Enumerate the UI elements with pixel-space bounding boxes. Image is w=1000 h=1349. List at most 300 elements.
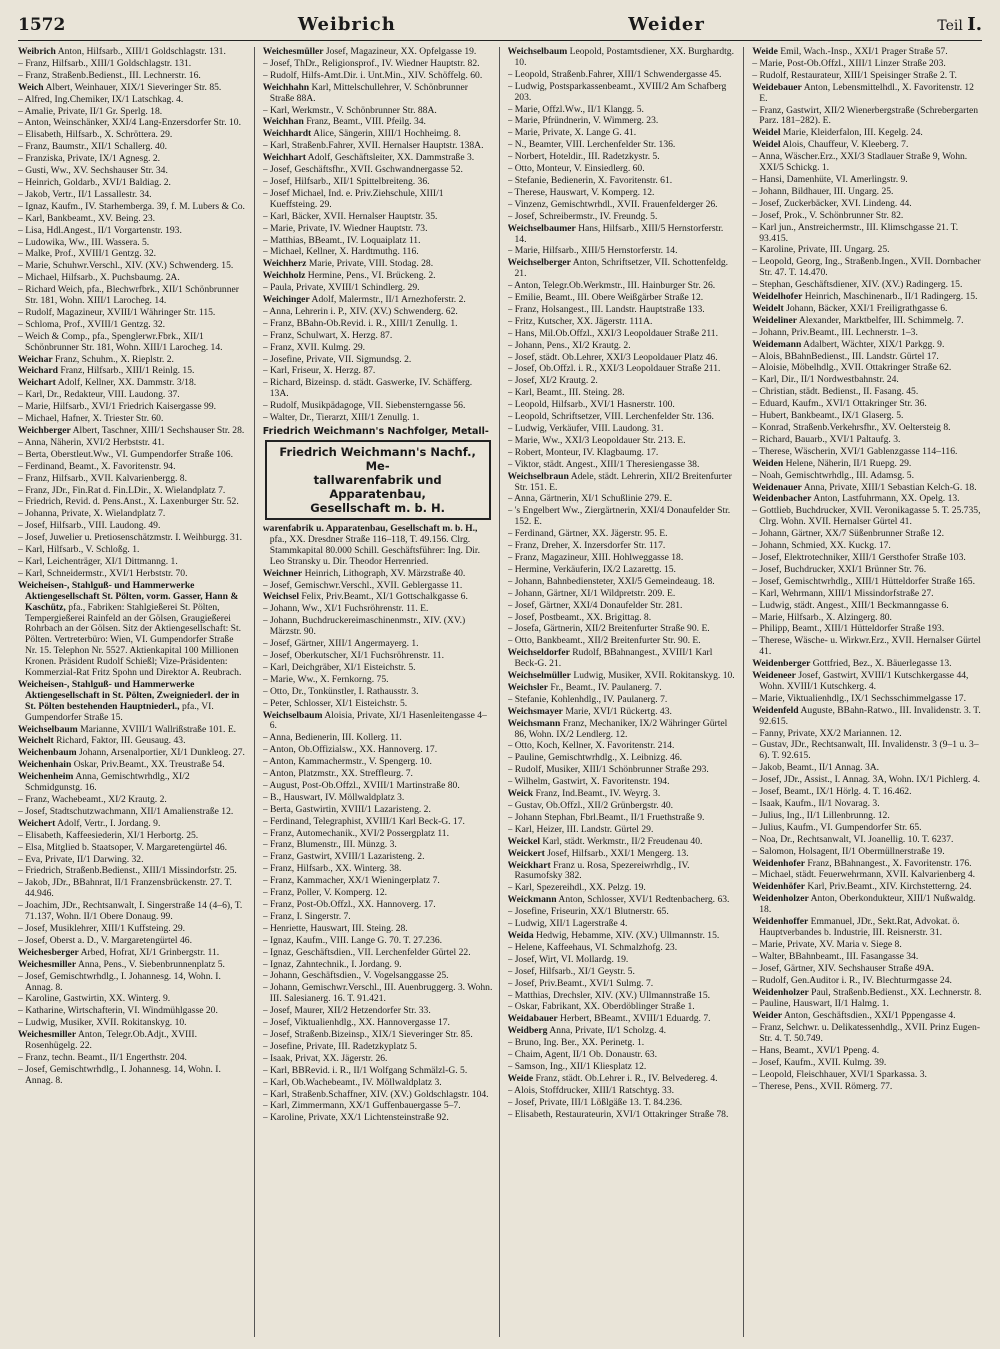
directory-entry — [508, 176, 738, 187]
directory-entry — [18, 545, 248, 556]
entry-details: Josef, Hilfsarb., XXI/1 Mengerg. 13. — [547, 847, 689, 859]
entry-details: – Elisabeth, Kaffeesiederin, XI/1 Herbortg. 25. — [18, 829, 199, 841]
directory-entry — [508, 116, 738, 127]
directory-entry — [18, 509, 248, 520]
entry-surname: Weidberg — [507, 1025, 548, 1037]
directory-entry — [752, 952, 982, 963]
directory-entry — [508, 624, 738, 635]
entry-details: – Therese, Pens., XVII. Römerg. 77. — [752, 1080, 893, 1092]
entry-details: pfa., VI. Gumpendorfer Straße 15. — [25, 700, 214, 723]
entry-details: – Matthias, BBeamt., IV. Loquaiplatz 11. — [262, 234, 421, 246]
entry-details: – Noah, Gemischtwrhdlg., III. Adamsg. 5. — [752, 469, 914, 481]
entry-surname: Weichselbaumer — [507, 222, 576, 234]
directory-entry — [18, 320, 248, 331]
entry-surname: Weidenauer — [752, 481, 802, 493]
entry-details: – Walter, Dr., Tierarzt, XIII/1 Zenullg. 1. — [262, 412, 420, 424]
entry-details: – Pauline, Hauswart, II/1 Halmg. 1. — [752, 998, 889, 1010]
directory-entry — [752, 565, 982, 576]
entry-surname: Weichesmüller — [262, 47, 324, 57]
entry-surname: Weickel — [507, 835, 541, 847]
entry-details: – Friedrich, Revid. d. Pens.Anst., X. Laxenburger Str. 52. — [18, 496, 239, 508]
directory-entry — [18, 355, 248, 366]
entry-details: – Josefine, Friseurin, XX/1 Blutnerstr. 65. — [507, 906, 669, 918]
entry-details: pfa., XX. Dresdner Straße 116–118, T. 49.156. Clrg. Stammkapital 80.000 Schill. Geschäftsführer: Ing. Dir. Leo Stransky u. Dir. Theodor Herrenried. — [269, 533, 480, 567]
directory-entry — [508, 861, 738, 883]
entry-details: – Josef, Gärtner, XIV. Sechshauser Straße 49A. — [752, 962, 934, 974]
entry-details: – Hansi, Damenhüte, VI. Amerlingstr. 9. — [752, 173, 908, 185]
directory-entry — [508, 448, 738, 459]
directory-entry — [752, 223, 982, 245]
directory-entry — [508, 200, 738, 211]
entry-details: – Karl jun., Anstreichermstr., III. Klimschgasse 21. T. 93.415. — [752, 221, 959, 244]
directory-entry — [263, 983, 493, 1005]
entry-details: – Karl, Ob.Wachebeamt., IV. Möllwaldplatz 3. — [262, 1076, 442, 1088]
directory-entry — [508, 1002, 738, 1013]
entry-surname: Weichenbaum — [18, 747, 77, 759]
entry-surname: Weichard — [18, 365, 58, 377]
directory-entry — [18, 533, 248, 544]
entry-details: – Anton, Platzmstr., XX. Streffleurg. 7. — [262, 768, 413, 780]
entry-surname: Weickmann — [507, 894, 557, 906]
entry-details: Adolf, Malermstr., II/1 Arnezhoferstr. 2. — [311, 294, 466, 306]
entry-details: – Otto, Dr., Tonkünstler, I. Rathausstr. 3. — [262, 685, 419, 697]
directory-entry — [752, 245, 982, 256]
entry-surname: Weidenhofer — [752, 857, 806, 869]
directory-entry — [18, 142, 248, 153]
directory-entry — [263, 651, 493, 662]
directory-entry — [752, 175, 982, 186]
directory-entry — [508, 813, 738, 824]
entry-details: – Josef, Gemischtwrhdlg., I. Johannesg. 14, Wohn. I. Annag. 8. — [18, 970, 221, 993]
directory-entry — [18, 166, 248, 177]
directory-entry — [18, 819, 248, 830]
directory-entry — [752, 292, 982, 303]
entry-details: – Michael, Kellner, X. Hardtmuthg. 116. — [262, 246, 419, 258]
directory-entry — [18, 725, 248, 736]
entry-details: Anton, Schlosser, XVI/1 Redtenbacherg. 63. — [558, 894, 730, 906]
entry-details: – Josef, Kaufm., XVII. Kulmg. 39. — [752, 1056, 887, 1068]
directory-entry — [263, 343, 493, 354]
directory-entry — [752, 976, 982, 987]
entry-surname: Weida — [507, 929, 534, 941]
directory-entry — [508, 1026, 738, 1037]
directory-entry — [508, 883, 738, 894]
entry-details: Alexander, Marktbelfer, III. Schimmelg. 7. — [798, 314, 964, 326]
entry-surname: Weichhahn — [262, 81, 310, 93]
directory-entry — [508, 388, 738, 399]
directory-entry — [752, 411, 982, 422]
directory-entry — [18, 47, 248, 58]
directory-entry — [752, 304, 982, 315]
entry-details: – Anna, Näherin, XVI/2 Herbststr. 41. — [18, 436, 165, 448]
entry-details: – Therese, Hauswart, V. Komperg. 12. — [507, 186, 655, 198]
entry-surname: Weidenhöfer — [752, 881, 806, 893]
entry-details: – Anton, Weinschänker, XXI/4 Lang-Enzersdorfer Str. 10. — [18, 117, 241, 129]
entry-details: Fr., Beamt., IV. Paulanerg. 7. — [550, 681, 662, 693]
entry-details: – Josef, Priv.Beamt., XVI/1 Sulmg. 7. — [507, 977, 654, 989]
directory-entry — [263, 581, 493, 592]
entry-details: Richard, Faktor, III. Geusaug. 43. — [56, 735, 186, 747]
directory-entry — [18, 332, 248, 354]
directory-entry — [18, 214, 248, 225]
entry-details: – Josef, Gemischtwrhdlg., I. Johannesg. 14, Wohn. I. Annag. 8. — [18, 1063, 221, 1086]
directory-entry — [508, 164, 738, 175]
entry-details: – Josefa, Gärtnerin, XII/2 Breitenfurter Straße 90. E. — [507, 623, 710, 635]
entry-details: – Ludwig, Postsparkassenbeamt., XVIII/2 Am Schafberg 203. — [507, 80, 727, 103]
directory-entry — [263, 1006, 493, 1017]
directory-entry — [263, 675, 493, 686]
entry-details: – Karl, Dir., II/1 Nordwestbahnstr. 24. — [752, 374, 899, 386]
entry-details: – Robert, Monteur, IV. Klagbaumg. 17. — [507, 446, 659, 458]
directory-entry — [508, 589, 738, 600]
entry-details: – Hubert, Bankbeamt., IX/1 Glaserg. 5. — [752, 410, 904, 422]
entry-details: – Franz, JDr., Fin.Rat d. Fin.LDir., X. Wielandplatz 7. — [18, 484, 226, 496]
entry-details: – Anton, Kammachermstr., V. Spengerg. 10. — [262, 756, 432, 768]
entry-details: Rudolf, BBahnangest., XVIII/1 Karl Beck-G. 21. — [514, 647, 713, 670]
directory-entry — [752, 316, 982, 327]
entry-details: – Marie, Ww., X. Fernkorng. 75. — [262, 673, 389, 685]
entry-details: – Katharine, Wirtschafterin, VI. Windmühlgasse 20. — [18, 1005, 218, 1017]
entry-details: – Matthias, Drechsler, XIV. (XV.) Ullmannstraße 15. — [507, 989, 711, 1001]
directory-entry — [263, 331, 493, 342]
entry-details: Anton, Oberkondukteur, XIII/1 Nußwaldg. 18. — [759, 893, 976, 916]
entry-details: – Wilhelm, Gastwirt, X. Favoritenstr. 194. — [507, 776, 670, 788]
directory-entry — [508, 849, 738, 860]
directory-entry — [18, 1006, 248, 1017]
directory-entry — [263, 1078, 493, 1089]
directory-entry — [18, 426, 248, 437]
entry-surname: Weichart — [18, 377, 56, 389]
entry-details: Adele, städt. Lehrerin, XII/2 Breitenfurter Str. 151. E. — [514, 470, 732, 493]
directory-entry — [263, 117, 493, 128]
entry-details: – Josef, Maurer, XII/2 Hetzendorfer Str. 33. — [262, 1005, 431, 1017]
directory-entry — [263, 366, 493, 377]
keyword-right: Weider — [628, 14, 705, 35]
entry-surname: Weider — [752, 1010, 783, 1022]
directory-entry — [18, 249, 248, 260]
directory-entry — [18, 226, 248, 237]
entry-details: Karl, städt. Werkmstr., II/2 Freudenau 40. — [542, 835, 703, 847]
entry-surname: Weidel — [752, 127, 781, 139]
entry-details: – Josef Michael, Ind. e. Priv.Ziehschule, XIII/1 Kueffsteing. 29. — [262, 187, 444, 210]
directory-entry — [18, 308, 248, 319]
directory-entry — [508, 741, 738, 752]
entry-details: – Julius, Ing., II/1 Lillenbrunng. 12. — [752, 809, 890, 821]
directory-entry — [263, 401, 493, 412]
entry-details: Franz, Schuhm., X. Rieplstr. 2. — [55, 353, 174, 365]
entry-details: – Oskar, Fabrikant, XX. Oberdöblinger Straße 1. — [507, 1001, 695, 1013]
entry-details: – Philipp, Beamt., XIII/1 Hütteldorfer Straße 193. — [752, 623, 945, 635]
directory-entry — [263, 283, 493, 294]
entry-surname: Weide — [752, 47, 778, 57]
entry-details: Anna, Gemischtwrhdlg., XI/2 Schmidgunstg. 16. — [25, 771, 190, 794]
entry-details: – Christian, städt. Bedienst., II. Fasang. 45. — [752, 386, 919, 398]
directory-entry — [508, 364, 738, 375]
directory-entry — [263, 236, 493, 247]
entry-surname: Weide — [507, 1072, 534, 1084]
directory-entry — [508, 919, 738, 930]
directory-entry — [508, 683, 738, 694]
entry-details: – Josef, Hilfsarb., XII/1 Spittelbreiteng. 36. — [262, 175, 430, 187]
entry-details: – Johann, Schmied, XX. Kuckg. 17. — [752, 540, 891, 552]
entry-details: – Pauline, Gemischtwrhdlg., X. Leibnizg. 46. — [507, 752, 683, 764]
directory-entry — [18, 450, 248, 461]
directory-entry — [18, 390, 248, 401]
directory-entry — [508, 1086, 738, 1097]
directory-entry — [18, 486, 248, 497]
directory-entry — [263, 153, 493, 164]
entry-details: – Josef, Musiklehrer, XIII/1 Kuffsteing. 29. — [18, 922, 186, 934]
entry-details: – Berta, Oberstleut.Ww., VI. Gumpendorfer Straße 106. — [18, 448, 234, 460]
entry-surname: Weideneer — [752, 670, 796, 682]
entry-surname: Weichhan — [262, 116, 304, 128]
directory-entry — [263, 307, 493, 318]
directory-entry — [508, 765, 738, 776]
directory-entry — [508, 1014, 738, 1025]
entry-details: – Karoline, Private, XX/1 Lichtensteinstraße 92. — [262, 1112, 449, 1124]
directory-entry — [508, 837, 738, 848]
entry-details: – Josef, Juwelier u. Pretiosenschätzmstr. I. Weihburgg. 31. — [18, 532, 243, 544]
directory-entry — [18, 1018, 248, 1029]
directory-entry — [508, 777, 738, 788]
directory-entry — [508, 212, 738, 223]
directory-entry — [508, 789, 738, 800]
entry-surname: Weidebauer — [752, 81, 802, 93]
entry-surname: Weickhart — [507, 859, 551, 871]
entry-details: Franz, Hilfsarb., XIII/1 Reinlg. 15. — [60, 365, 195, 377]
entry-surname: Weichinger — [262, 294, 310, 306]
entry-details: – Anna, Gärtnerin, XI/1 Schußlinie 279. E. — [507, 493, 673, 505]
directory-entry — [263, 888, 493, 899]
directory-entry — [752, 894, 982, 916]
entry-surname: Weichsmann — [507, 717, 561, 729]
directory-entry — [18, 878, 248, 900]
directory-entry — [263, 83, 493, 105]
directory-entry — [18, 83, 248, 94]
entry-details: – Bruno, Ing. Ber., XX. Perinetg. 1. — [507, 1037, 645, 1049]
directory-entry — [263, 948, 493, 959]
directory-entry — [508, 140, 738, 151]
directory-entry — [752, 763, 982, 774]
directory-entry — [752, 988, 982, 999]
entry-details: – Karl, Bäcker, XVII. Hernalser Hauptstr. 35. — [262, 210, 438, 222]
entry-details: – Josef, Beamt., IX/1 Hörlg. 4. T. 16.462. — [752, 786, 912, 798]
directory-entry — [752, 529, 982, 540]
entry-details: – Karl, Leichenträger, XI/1 Dittmanng. 1. — [18, 555, 178, 567]
entry-surname: Weidenbacher — [752, 493, 812, 505]
directory-entry — [263, 378, 493, 400]
entry-details: Anton, Lastfuhrmann, XX. Opelg. 13. — [813, 493, 960, 505]
entry-details: – Otto, Monteur, V. Einsiedlerg. 60. — [507, 163, 645, 175]
entry-details: – Josef, Geschäftsfhr., XVII. Gschwandnergasse 52. — [262, 164, 463, 176]
directory-entry — [263, 59, 493, 70]
directory-entry — [18, 948, 248, 959]
directory-entry — [752, 859, 982, 870]
directory-entry — [752, 964, 982, 975]
entry-details: – Johann Stephan, Fbrl.Beamt., II/1 Fruethstraße 9. — [507, 811, 705, 823]
directory-entry — [508, 152, 738, 163]
entry-details: Adalbert, Wächter, XIX/1 Parkgg. 9. — [803, 338, 945, 350]
entry-details: – Franz, Holsangest., III. Landstr. Hauptstraße 133. — [507, 303, 705, 315]
entry-details: Albert, Weinhauer, XIX/1 Sieveringer Str. 85. — [45, 81, 222, 93]
directory-entry — [263, 805, 493, 816]
directory-entry — [752, 694, 982, 705]
entry-details: Emmanuel, JDr., Sekt.Rat, Advokat. ö. Hauptverbandes b. Industrie, III. Reisnerstr. 31. — [759, 916, 960, 938]
entry-details: Johann, Bäcker, XXI/1 Freiligrathgasse 6. — [786, 302, 948, 314]
entry-details: – Josef, ThDr., Religionsprof., IV. Wiedner Hauptstr. 82. — [262, 57, 480, 69]
directory-entry — [18, 190, 248, 201]
directory-entry — [18, 972, 248, 994]
entry-details: – Johann, Gärtner, XI/1 Wildpretstr. 209. E. — [507, 587, 676, 599]
directory-entry — [508, 931, 738, 942]
entry-details: – Marie, Post-Ob.Offzl., XIII/1 Linzer Straße 203. — [752, 57, 946, 69]
entry-surname: Weichsmayer — [507, 705, 563, 717]
directory-entry — [508, 541, 738, 552]
entry-surname: Weichselbraun — [507, 470, 569, 482]
entry-details: – Michael, Hafner, X. Triester Str. 60. — [18, 413, 164, 425]
part-number: I. — [967, 14, 982, 35]
entry-details: – Anton, Telegr.Ob.Werkmstr., III. Hainburger Str. 26. — [507, 280, 716, 292]
directory-entry — [508, 801, 738, 812]
entry-details: – Walter, BBahnbeamt., III. Fasangasse 34. — [752, 950, 919, 962]
entry-details: – Josef, Gärtner, XXI/4 Donaufelder Str. 281. — [507, 599, 683, 611]
directory-entry — [263, 1018, 493, 1029]
directory-entry — [508, 943, 738, 954]
directory-entry — [752, 483, 982, 494]
entry-surname: warenfabrik u. Apparatenbau, Gesellschaft m. b. H., — [262, 523, 478, 534]
entry-details: – Vinzenz, Gemischtwrhdl., XVII. Frauenfelderger 26. — [507, 198, 718, 210]
entry-details: – Johanna, Private, X. Wielandplatz 7. — [18, 508, 166, 520]
directory-entry — [18, 154, 248, 165]
directory-entry — [263, 663, 493, 674]
entry-details: – Josef, Elektrotechniker, XIII/1 Gersthofer Straße 103. — [752, 551, 966, 563]
entry-details: Franz u. Rosa, Spezereiwrhdlg., IV. Rasumofsky 382. — [514, 859, 690, 882]
entry-details: – Ludwig, städt. Angest., XIII/1 Beckmanngasse 6. — [752, 599, 949, 611]
directory-entry — [752, 847, 982, 858]
directory-entry — [508, 305, 738, 316]
entry-details: Franz, Ind.Beamt., IV. Weyrg. 3. — [535, 788, 661, 800]
entry-details: – Viktor, städt. Angest., XIII/1 Theresiengasse 38. — [507, 458, 700, 470]
entry-details: – Elisabeth, Restaurateurin, XVI/1 Ottakringer Straße 78. — [507, 1108, 729, 1120]
columns-container — [18, 47, 982, 1337]
directory-entry — [752, 553, 982, 564]
directory-entry — [263, 960, 493, 971]
entry-details: Marie, XVI/1 Rückertg. 43. — [565, 705, 672, 717]
entry-details: – Karl, Heizer, III. Landstr. Gürtel 29. — [507, 823, 654, 835]
directory-entry — [263, 129, 493, 140]
entry-details: – Peter, Schlosser, XI/1 Eisteichstr. 5. — [262, 697, 408, 709]
entry-details: – Josef, städt. Ob.Lehrer, XXI/3 Leopoldauer Platz 46. — [507, 351, 718, 363]
entry-surname: Weidelhofer — [752, 291, 803, 303]
directory-entry — [18, 843, 248, 854]
directory-entry — [752, 999, 982, 1010]
directory-entry — [18, 178, 248, 189]
entry-details: – Johann, Priv.Beamt., III. Lechnerstr. 1–3. — [752, 326, 918, 338]
directory-entry — [752, 659, 982, 670]
directory-entry — [508, 753, 738, 764]
entry-surname: Weichelt — [18, 735, 54, 747]
directory-entry — [508, 353, 738, 364]
column-1 — [18, 47, 255, 1337]
entry-details: – Therese, Wäsche- u. Wirkwr.Erz., XVII. Hernalser Gürtel 41. — [752, 635, 981, 658]
entry-details: – Otto, Bankbeamt., XII/2 Breitenfurter Str. 90. E. — [507, 635, 701, 647]
directory-entry — [263, 936, 493, 947]
directory-entry — [18, 831, 248, 842]
directory-entry — [752, 399, 982, 410]
entry-surname: Weidabauer — [507, 1013, 558, 1025]
advertisement-line: Gesellschaft m. b. H. — [310, 501, 446, 515]
directory-entry — [18, 462, 248, 473]
directory-entry — [263, 924, 493, 935]
directory-entry — [18, 855, 248, 866]
directory-entry — [752, 71, 982, 82]
entry-details: – Karl, Straßenb.Fahrer, XVII. Hernalser Hauptstr. 138A. — [262, 140, 484, 152]
directory-entry — [263, 616, 493, 638]
directory-entry — [508, 258, 738, 280]
entry-surname: Weiden — [752, 457, 784, 469]
directory-entry — [752, 128, 982, 139]
entry-details: – Josef, Wirt, VI. Mollardg. 19. — [507, 953, 629, 965]
entry-details: – Karl, Friseur, X. Herzg. 87. — [262, 365, 376, 377]
entry-details: Josef, Magazineur, XX. Opfelgasse 19. — [325, 47, 477, 57]
entry-details: – Karl, Dr., Redakteur, VIII. Laudong. 37. — [18, 389, 180, 401]
entry-details: – Josef, Private, III/1 Lößlgäße 13. T. 84.236. — [507, 1096, 683, 1108]
directory-entry — [752, 447, 982, 458]
entry-surname: Weicheisen-, Stahlguß- und Hammerwerke Aktiengesellschaft St. Pölten, vorm. Gasser, Hann & Kaschütz, — [18, 579, 239, 613]
entry-details: – Marie, Ww., XXI/3 Leopoldauer Str. 213. E. — [507, 434, 686, 446]
entry-details: – Karl, Schneidermstr., XVI/1 Herbststr. 70. — [18, 567, 188, 579]
directory-entry — [752, 1046, 982, 1057]
entry-surname: Weibrich — [18, 47, 56, 57]
entry-details: Gottfried, Bez., X. Bäuerlegasse 13. — [812, 658, 952, 670]
directory-entry — [263, 757, 493, 768]
entry-details: – Heinrich, Goldarb., XVI/1 Baldiag. 2. — [18, 176, 171, 188]
directory-entry — [508, 436, 738, 447]
entry-details: Arbed, Hofrat, XI/1 Grinbergstr. 11. — [80, 946, 220, 958]
directory-entry — [263, 1066, 493, 1077]
entry-details: – 's Engelbert Ww., Ziergärtnerin, XXI/4 Donaufelder Str. 152. E. — [507, 505, 731, 528]
directory-entry — [18, 71, 248, 82]
entry-surname: Weichselbaum — [18, 723, 78, 735]
directory-entry — [263, 900, 493, 911]
directory-entry — [752, 47, 982, 58]
entry-details: – Franz, BBahn-Ob.Revid. i. R., XIII/1 Zenullg. 1. — [262, 317, 458, 329]
directory-entry — [263, 141, 493, 152]
directory-entry — [263, 1030, 493, 1041]
directory-entry — [752, 199, 982, 210]
entry-details: Franz, Beamt., VIII. Pfeilg. 34. — [306, 116, 426, 128]
directory-entry — [18, 474, 248, 485]
directory-entry — [508, 70, 738, 81]
advertisement-box — [265, 440, 491, 520]
directory-entry — [508, 376, 738, 387]
directory-entry — [752, 775, 982, 786]
directory-entry — [752, 882, 982, 893]
entry-details: – Julius, Kaufm., VI. Gumpendorfer Str. 65. — [752, 821, 922, 833]
entry-surname: Weichesberger — [18, 946, 79, 958]
entry-details: – Weich & Comp., pfa., Spenglerwr.Fbrk., XII/1 Schönbrunner Str. 181, Wohn. XIII/1 Larocheg. 14. — [18, 330, 223, 353]
directory-entry — [752, 1011, 982, 1022]
entry-surname: Weichselberger — [507, 257, 571, 269]
directory-entry — [508, 341, 738, 352]
entry-details: – Franz, Dreher, X. Inzersdorfer Str. 117. — [507, 540, 666, 552]
entry-details: – Stephan, Geschäftsdiener, XIV. (XV.) Radingerg. 15. — [752, 279, 963, 291]
advertisement-line: Friedrich Weichmann's Nachf., Me- — [279, 445, 476, 473]
column-2 — [263, 47, 500, 1337]
entry-details: Alois, Chauffeur, V. Kleeberg. 7. — [782, 139, 909, 151]
entry-details: – Berta, Gastwirtin, XVIII/1 Lazaristeng. 2. — [262, 803, 431, 815]
directory-entry — [752, 1058, 982, 1069]
